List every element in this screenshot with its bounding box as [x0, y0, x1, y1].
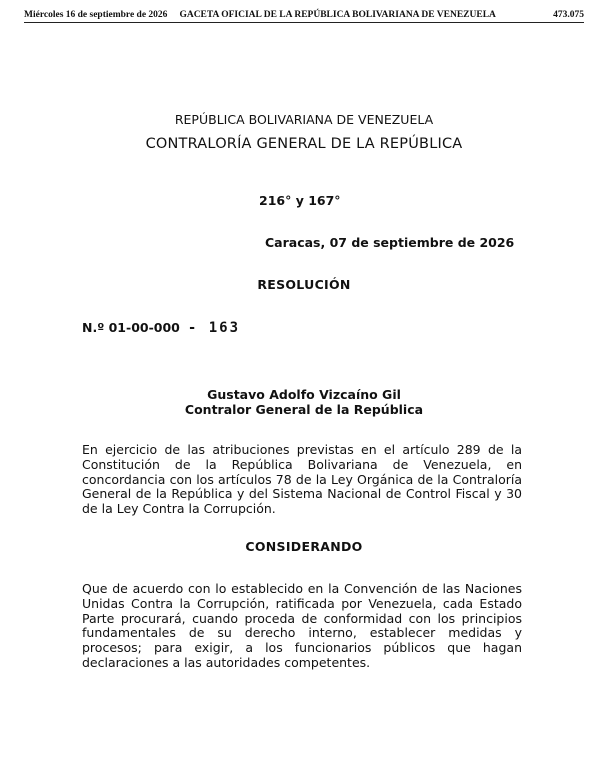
gazette-header: [24, 10, 584, 23]
gazette-title: GACETA OFICIAL DE LA REPÚBLICA BOLIVARIANA DE VENEZUELA: [179, 10, 496, 20]
republic-heading: REPÚBLICA BOLIVARIANA DE VENEZUELA: [174, 112, 434, 127]
gazette-date: Miércoles 16 de septiembre de 2026: [24, 10, 168, 20]
signer-title: Contralor General de la República: [184, 402, 424, 417]
document-type-heading: RESOLUCIÓN: [257, 277, 351, 292]
signer-block: [0, 387, 608, 417]
gazette-page-number: 473.075: [553, 10, 584, 20]
considerando-paragraph: Que de acuerdo con lo establecido en la Convención de las Naciones Unidas Contra la Corrupción, ratificada por Venezuela, cada Estado Parte procurará, cuando proceda de conformidad con los principios fundamentales de su derecho interno, establecer medidas y procesos; para exigir, a los funcionarios públicos que hagan declaraciones a las autoridades competentes.: [82, 581, 522, 670]
resolution-number: [82, 320, 240, 336]
preamble-paragraph: En ejercicio de las atribuciones previstas en el artículo 289 de la Constitución de la República Bolivariana de Venezuela, en concordancia con los artículos 78 de la Ley Orgánica de la Contraloría General de la República y del Sistema Nacional de Control Fiscal y 30 de la Ley Contra la Corrupción.: [82, 442, 522, 517]
institution-heading: CONTRALORÍA GENERAL DE LA REPÚBLICA: [145, 136, 463, 152]
resolution-number-prefix: N.º 01-00-000: [82, 320, 180, 335]
place-date: Caracas, 07 de septiembre de 2026: [265, 235, 515, 250]
signer-name: Gustavo Adolfo Vizcaíno Gil: [207, 387, 401, 402]
resolution-number-handwritten: - 163: [187, 320, 241, 336]
considerando-heading: CONSIDERANDO: [245, 539, 363, 554]
years-line: 216° y 167°: [259, 193, 341, 208]
